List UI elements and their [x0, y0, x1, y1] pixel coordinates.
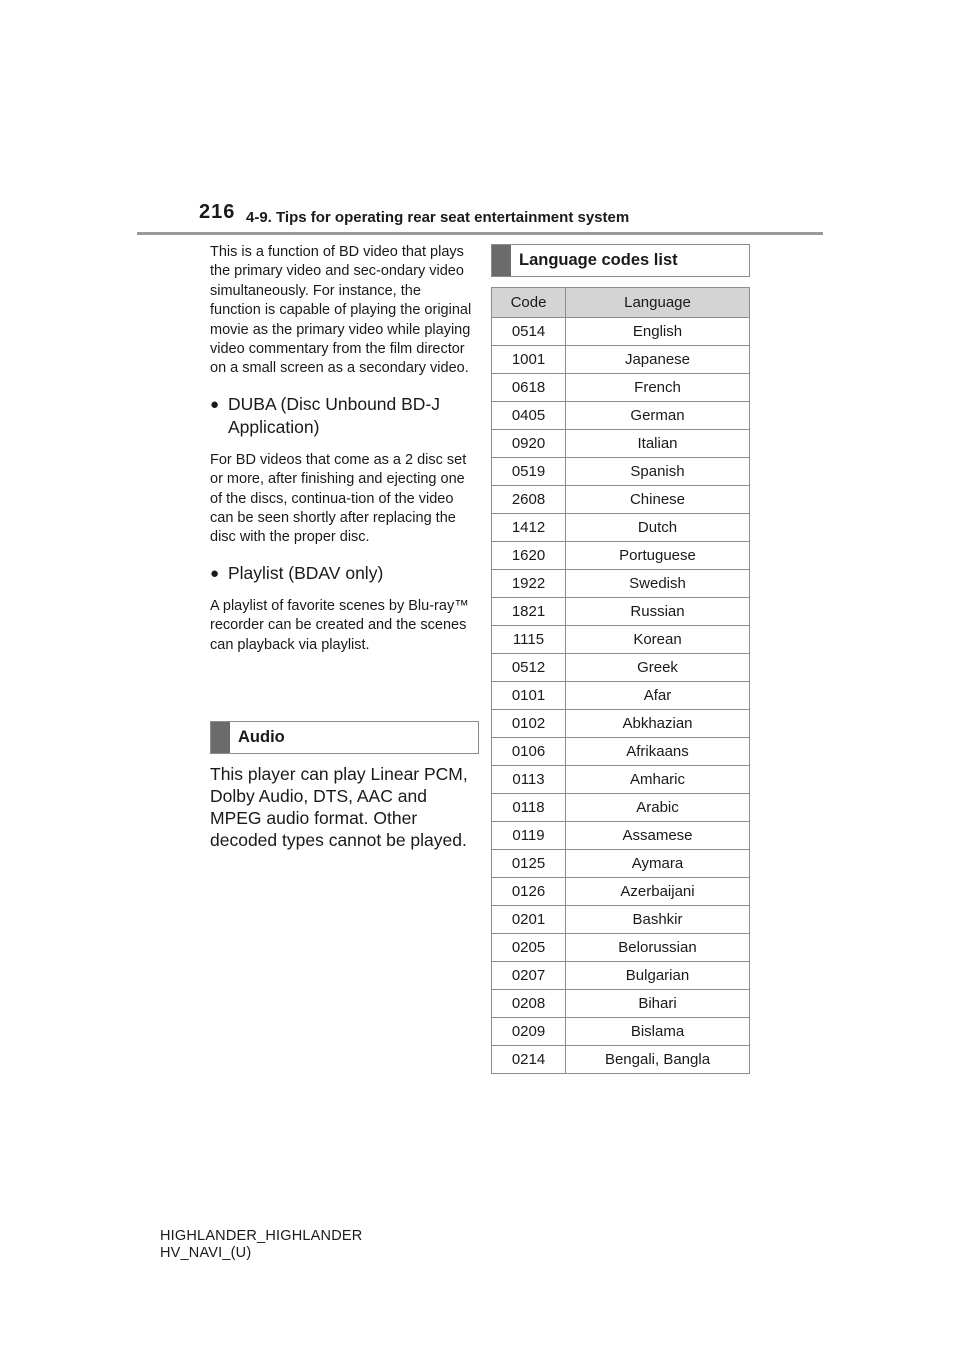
table-row [492, 710, 750, 738]
cell-language: Assamese [566, 822, 750, 850]
table-row [492, 906, 750, 934]
cell-language: Korean [566, 626, 750, 654]
language-codes-table [491, 287, 750, 1074]
cell-code: 0205 [492, 934, 566, 962]
audio-heading [210, 721, 479, 754]
cell-code: 0208 [492, 990, 566, 1018]
bullet-duba-label: DUBA (Disc Unbound BD-J Application) [228, 393, 441, 437]
language-codes-heading [491, 244, 750, 277]
cell-language: Dutch [566, 514, 750, 542]
table-row [492, 1046, 750, 1074]
cell-language: Russian [566, 598, 750, 626]
table-row [492, 878, 750, 906]
footer-model-code [160, 1228, 362, 1262]
duba-paragraph: For BD videos that come as a 2 disc set or more, after finishing and ejecting one of the discs, continua-tion of the video can be seen shortly after replacing the disc with the proper disc. [210, 451, 467, 546]
cell-code: 0512 [492, 654, 566, 682]
cell-language: Italian [566, 430, 750, 458]
intro-paragraph: This is a function of BD video that plays the primary video and sec-ondary video simultaneously. For instance, the function is capable of playing the original movie as the primary video while playing video commentary from the film director on a small screen as a secondary video. [210, 244, 472, 377]
column-header-code: Code [492, 288, 566, 318]
table-row [492, 458, 750, 486]
table-row [492, 626, 750, 654]
column-header-language: Language [566, 288, 750, 318]
cell-language: Azerbaijani [566, 878, 750, 906]
table-body [492, 318, 750, 1074]
table-row [492, 598, 750, 626]
cell-language: Bulgarian [566, 962, 750, 990]
table-row [492, 766, 750, 794]
table-row [492, 654, 750, 682]
cell-code: 1115 [492, 626, 566, 654]
cell-code: 0125 [492, 850, 566, 878]
table-row [492, 850, 750, 878]
cell-code: 1412 [492, 514, 566, 542]
cell-code: 0207 [492, 962, 566, 990]
bullet-icon: ● [210, 395, 220, 413]
left-column [210, 243, 472, 655]
cell-code: 0201 [492, 906, 566, 934]
table-header-row [492, 288, 750, 318]
cell-language: Swedish [566, 570, 750, 598]
footer-line-1: HIGHLANDER_HIGHLANDER [160, 1228, 363, 1244]
table-row [492, 346, 750, 374]
cell-language: Afrikaans [566, 738, 750, 766]
cell-code: 1821 [492, 598, 566, 626]
cell-code: 0126 [492, 878, 566, 906]
cell-language: Bislama [566, 1018, 750, 1046]
bullet-duba [210, 393, 472, 439]
table-row [492, 430, 750, 458]
cell-language: Belorussian [566, 934, 750, 962]
cell-code: 0514 [492, 318, 566, 346]
table-row [492, 402, 750, 430]
cell-code: 0519 [492, 458, 566, 486]
table-row [492, 1018, 750, 1046]
table-row [492, 570, 750, 598]
cell-language: Arabic [566, 794, 750, 822]
playlist-paragraph: A playlist of favorite scenes by Blu-ray™ recorder can be created and the scenes can playback via playlist. [210, 597, 469, 653]
table-row [492, 682, 750, 710]
cell-code: 0118 [492, 794, 566, 822]
page-number: 216 [199, 201, 236, 223]
table-row [492, 738, 750, 766]
cell-code: 0214 [492, 1046, 566, 1074]
cell-code: 0405 [492, 402, 566, 430]
cell-code: 1001 [492, 346, 566, 374]
bullet-playlist-label: Playlist (BDAV only) [228, 562, 384, 583]
heading-bar [492, 245, 511, 276]
table-row [492, 962, 750, 990]
cell-language: Abkhazian [566, 710, 750, 738]
cell-language: Portuguese [566, 542, 750, 570]
audio-heading-label: Audio [238, 728, 285, 746]
cell-code: 0920 [492, 430, 566, 458]
cell-language: Bihari [566, 990, 750, 1018]
language-codes-heading-label: Language codes list [519, 251, 678, 269]
cell-language: French [566, 374, 750, 402]
cell-code: 0618 [492, 374, 566, 402]
table-row [492, 542, 750, 570]
table-row [492, 934, 750, 962]
footer-line-2: HV_NAVI_(U) [160, 1245, 252, 1261]
cell-language: English [566, 318, 750, 346]
table-row [492, 514, 750, 542]
cell-code: 0106 [492, 738, 566, 766]
bullet-playlist [210, 562, 472, 585]
cell-language: Aymara [566, 850, 750, 878]
cell-language: Afar [566, 682, 750, 710]
cell-language: Bengali, Bangla [566, 1046, 750, 1074]
table-row [492, 794, 750, 822]
audio-paragraph: This player can play Linear PCM, Dolby Audio, DTS, AAC and MPEG audio format. Other decoded types cannot be played. [210, 764, 468, 850]
cell-code: 0209 [492, 1018, 566, 1046]
cell-code: 2608 [492, 486, 566, 514]
cell-code: 0101 [492, 682, 566, 710]
cell-code: 0102 [492, 710, 566, 738]
heading-bar [211, 722, 230, 753]
cell-language: Japanese [566, 346, 750, 374]
header-divider [137, 232, 823, 235]
cell-language: Greek [566, 654, 750, 682]
cell-code: 0113 [492, 766, 566, 794]
table-row [492, 318, 750, 346]
cell-language: Chinese [566, 486, 750, 514]
table-row [492, 990, 750, 1018]
cell-code: 0119 [492, 822, 566, 850]
cell-language: Spanish [566, 458, 750, 486]
table-row [492, 822, 750, 850]
table-row [492, 374, 750, 402]
cell-code: 1922 [492, 570, 566, 598]
cell-language: Amharic [566, 766, 750, 794]
cell-code: 1620 [492, 542, 566, 570]
cell-language: Bashkir [566, 906, 750, 934]
cell-language: German [566, 402, 750, 430]
table-row [492, 486, 750, 514]
section-title: 4-9. Tips for operating rear seat entertainment system [246, 209, 630, 226]
bullet-icon: ● [210, 564, 220, 582]
